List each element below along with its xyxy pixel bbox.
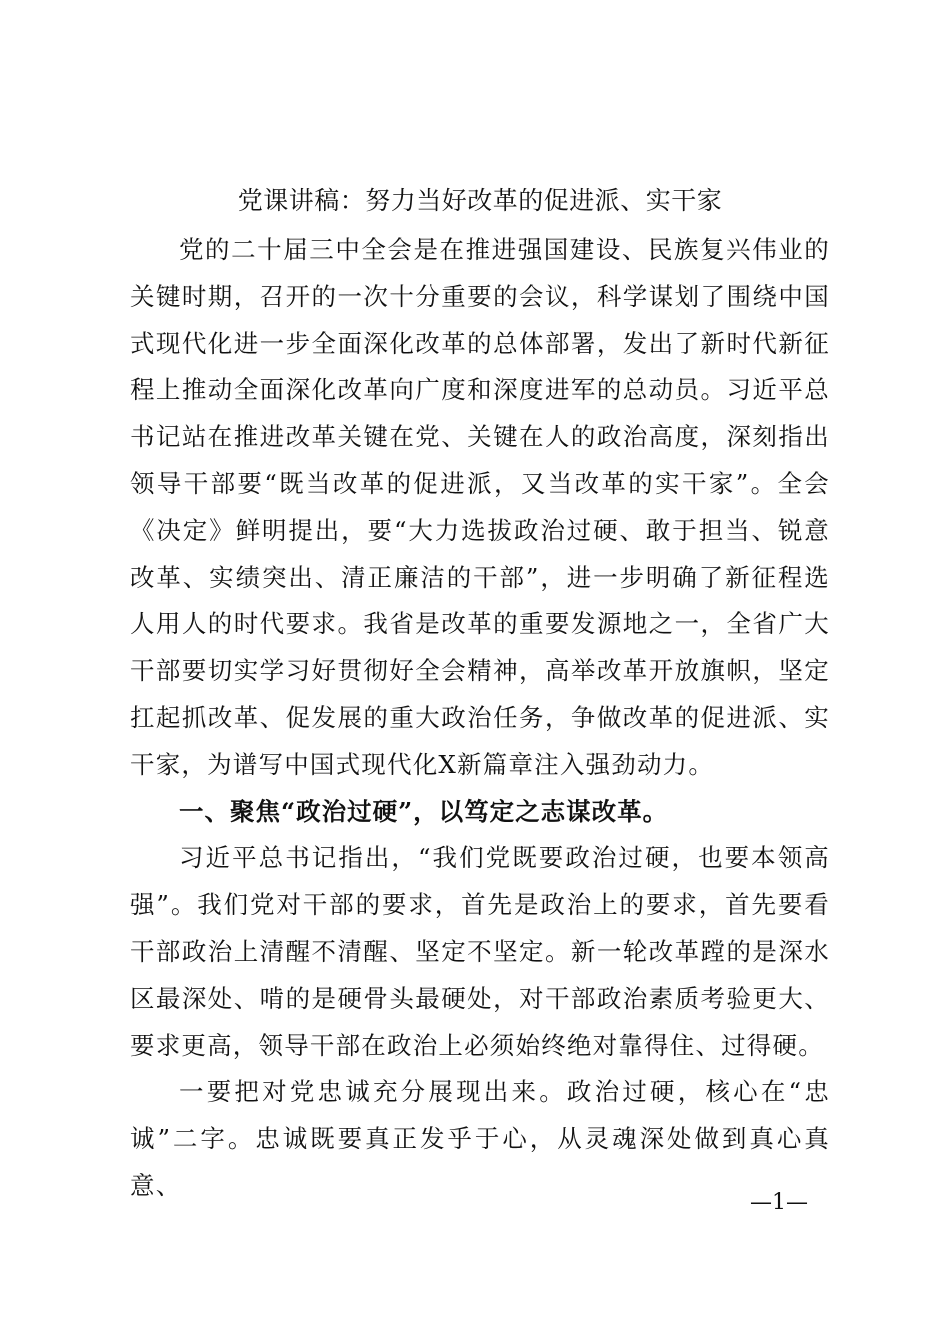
document-title: 党课讲稿：努力当好改革的促进派、实干家 — [237, 186, 723, 215]
intro-paragraph: 党的二十届三中全会是在推进强国建设、民族复兴伟业的关键时期，召开的一次十分重要的会议，科学谋划了围绕中国式现代化进一步全面深化改革的总体部署，发出了新时代新征程上推动全面深化改革向广度和深度进军的总动员。习近平总书记站在推进改革关键在党、关键在人的政治高度，深刻指出领导干部要“既当改革的促进派，又当改革的实干家”。全会《决定》鲜明提出，要“大力选拔政治过硬、敢于担当、锐意改革、实绩突出、清正廉洁的干部”，进一步明确了新征程选人用人的时代要求。我省是改革的重要发源地之一，全省广大干部要切实学习好贯彻好全会精神，高举改革开放旗帜，坚定扛起抓改革、促发展的重大政治任务，争做改革的促进派、实干家，为谱写中国式现代化X新篇章注入强劲动力。 — [130, 235, 830, 779]
section-1-paragraph-2: 一要把对党忠诚充分展现出来。政治过硬，核心在“忠诚”二字。忠诚既要真正发乎于心，从灵魂深处做到真心真意、 — [130, 1077, 830, 1200]
page-number: —1— — [750, 1190, 808, 1215]
section-heading-1: 一、聚焦“政治过硬”，以笃定之志谋改革。 — [179, 796, 669, 826]
section-1-paragraph-1: 习近平总书记指出，“我们党既要政治过硬，也要本领高强”。我们党对干部的要求，首先是政治上的要求，首先要看干部政治上清醒不清醒、坚定不坚定。新一轮改革蹚的是深水区最深处、啃的是硬骨头最硬处，对干部政治素质考验更大、要求更高，领导干部在政治上必须始终绝对靠得住、过得硬。 — [130, 843, 830, 1060]
document-body — [130, 181, 830, 1210]
